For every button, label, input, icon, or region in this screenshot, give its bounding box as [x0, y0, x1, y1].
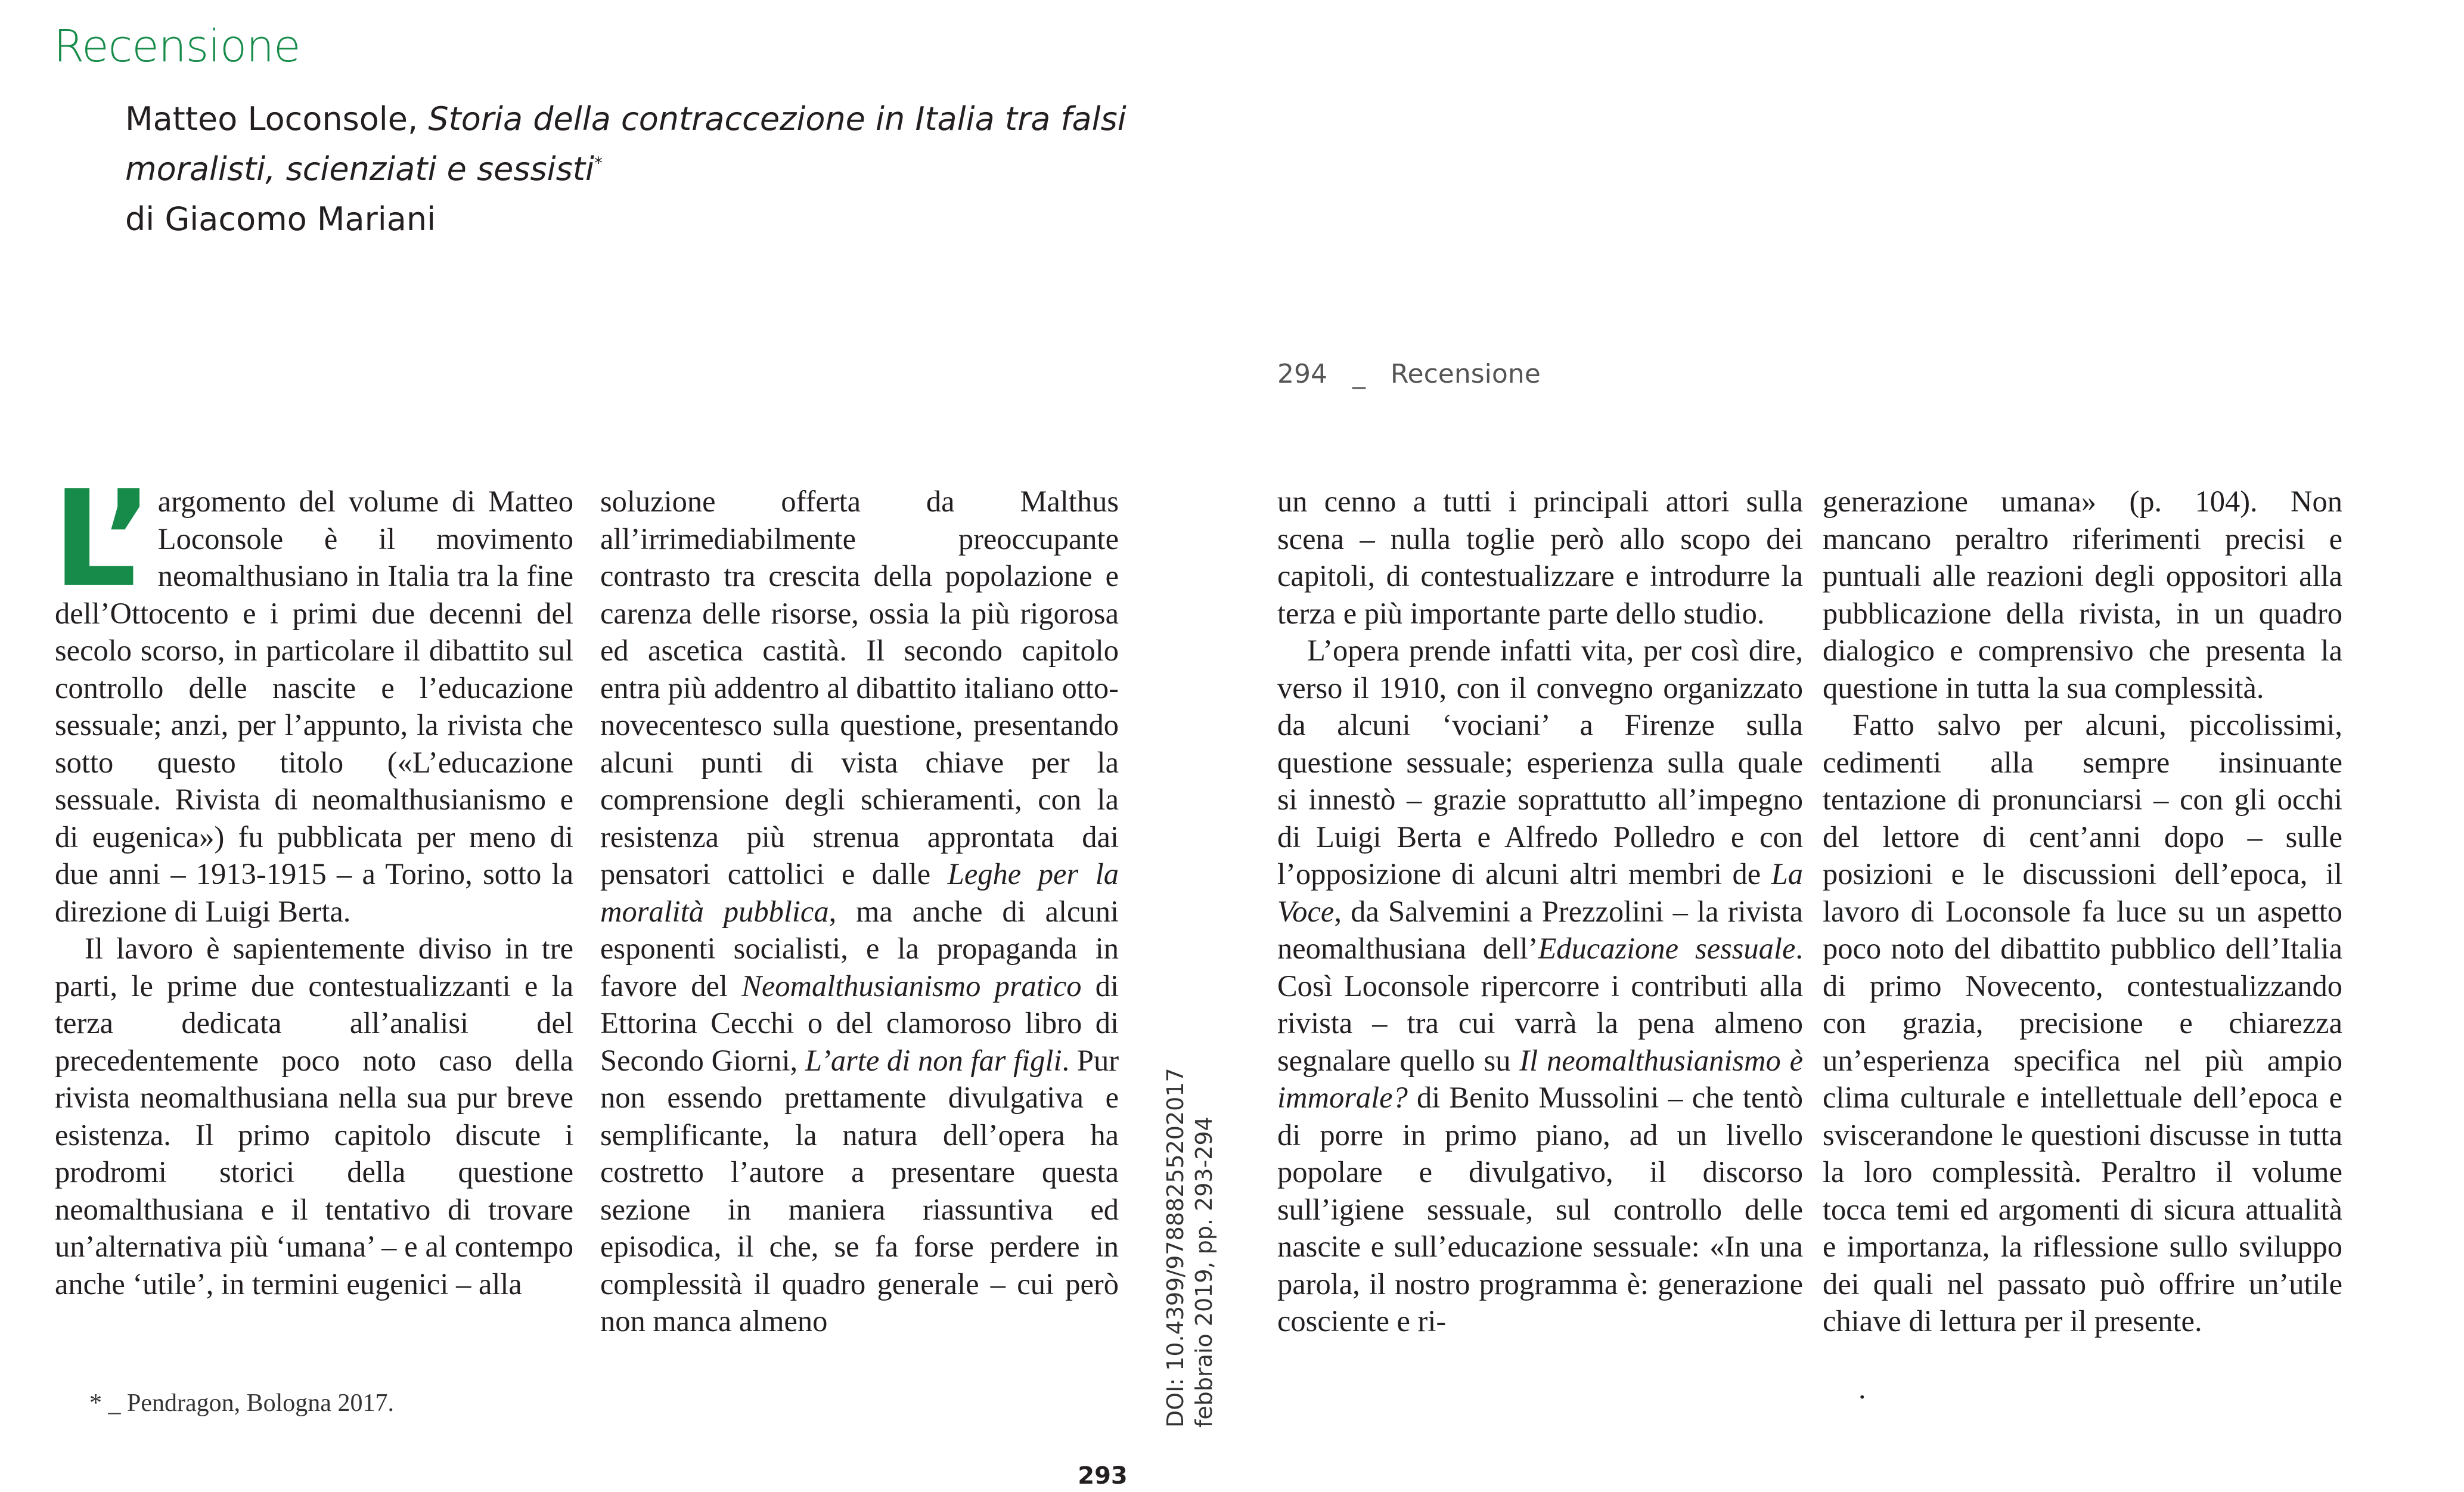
running-head — [1277, 359, 1541, 389]
paragraph-text: L’opera prende infatti vita, per così dire, verso il 1910, con il convegno organizzato da alcuni ‘vociani’ a Firenze sulla questione sessuale; esperienza sulla quale si innestò – grazie soprattutto all’impegno di Luigi Berta e Alfredo Polledro e con l’opposizione di alcuni altri membri de — [1277, 634, 1803, 891]
page-number: 294 — [1277, 359, 1327, 389]
text-column-2 — [600, 483, 1119, 1340]
paragraph-text: di Ettorina Cecchi o del clamoroso libro di Secondo Giorni, — [600, 969, 1119, 1077]
paragraph-text: , da Salvemini a Prezzolini – la rivista neomalthusiana dell’ — [1277, 894, 1803, 965]
text-column-3 — [1277, 483, 1803, 1340]
book-author: Matteo Loconsole, — [125, 100, 418, 138]
text-column-1 — [52, 463, 573, 1302]
paragraph: un cenno a tutti i principali attori sulla scena – nulla toglie però allo scopo dei capitoli, di contestualizzare e introdurre la terza e più importante parte dello studio. — [1277, 485, 1803, 630]
text-column-4 — [1823, 483, 2342, 1340]
reviewer-byline: di Giacomo Mariani — [125, 200, 436, 238]
publication-date-line: febbraio 2019, pp. 293-294 — [1191, 1116, 1217, 1428]
italic-title: Leghe per la moralità pubblica — [600, 857, 1119, 928]
paragraph — [52, 463, 573, 930]
paragraph-text: di Benito Mussolini – che tentò di porre in primo piano, ad un livello popolare e divulgativo, il discorso sull’igiene sessuale, sul controllo delle nascite e sull’educazione sessuale: «In una parola, il nostro programma è: generazione cosciente e ri- — [1277, 1081, 1804, 1338]
footnote: * _ Pendragon, Bologna 2017. — [89, 1389, 394, 1417]
italic-title: La Voce — [1277, 857, 1804, 928]
running-head-section: Recensione — [1390, 359, 1541, 389]
paragraph: Il lavoro è sapientemente diviso in tre parti, le prime due contestualizzanti e la terza dedicata all’analisi del precedentemente poco noto caso della rivista neomalthusiana nella sua pur breve esistenza. Il primo capitolo discute i prodromi storici della questione neomalthusiana e il tentativo di trovare un’alternativa più ‘umana’ – e al contempo anche ‘utile’, in termini eugenici – alla — [55, 932, 573, 1301]
paragraph-text: argomento del volume di Matteo Loconsole è il movimento neomalthusiano in Italia tra la fine dell’Ottocento e i primi due decenni del secolo scorso, in particolare il dibattito sul controllo delle nascite e l’educazione sessuale; anzi, per l’appunto, la rivista che sotto questo titolo («L’educazione sessuale. Rivista di neomalthusianismo e di eugenica») fu pubblicata per meno di due anni – 1913-1915 – a Torino, sotto la direzione di Luigi Berta. — [55, 485, 573, 928]
italic-title: L’arte di non far figli — [805, 1043, 1062, 1077]
italic-title: Il neomalthusianismo è immorale? — [1277, 1043, 1804, 1114]
paragraph-text: . Pur non essendo prettamente divulgativa e semplificante, la natura dell’opera ha costretto l’autore a presentare questa sezione in maniera riassuntiva ed episodica, il che, se fa forse perdere in complessità il quadro generale – cui però non manca almeno — [600, 1043, 1119, 1338]
running-head-separator: _ — [1352, 359, 1366, 389]
section-title: Recensione — [54, 21, 300, 72]
paragraph-text: . Così Loconsole ripercorre i contributi alla rivista – tra cui varrà la pena almeno segnalare quello su — [1277, 932, 1803, 1077]
folio: 293 — [1078, 1462, 1128, 1490]
stray-mark: . — [1858, 1372, 1866, 1405]
paragraph — [600, 483, 1119, 1340]
paragraph-text: , ma anche di alcuni esponenti socialisti, e la propaganda in favore del — [600, 894, 1119, 1003]
paragraph: Fatto salvo per alcuni, piccolissimi, cedimenti alla sempre insinuante tentazione di pronunciarsi – con gli occhi del lettore di cent’anni dopo – sulle posizioni e le discussioni dell’epoca, il lavoro di Loconsole fa luce su un aspetto poco noto del dibattito pubblico dell’Italia di primo Novecento, contestualizzando con grazia, precisione e chiarezza un’esperienza specifica nel più ampio clima culturale e intellettuale dell’epoca e sviscerandone le questioni discusse in tutta la loro complessità. Peraltro il volume tocca temi ed argomenti di sicura attualità e importanza, la riflessione sullo sviluppo dei quali nel passato può offrire un’utile chiave di lettura per il presente. — [1823, 708, 2342, 1338]
review-header — [125, 94, 1138, 244]
book-title: Storia della contraccezione in Italia tra falsi moralisti, scienziati e sessisti — [125, 100, 1127, 188]
doi-line: DOI: 10.4399/97888255202017 — [1162, 1068, 1188, 1428]
footnote-mark: * — [594, 153, 603, 173]
paragraph-text: soluzione offerta da Malthus all’irrimediabilmente preoccupante contrasto tra crescita della popolazione e carenza delle risorse, ossia la più rigorosa ed ascetica castità. Il secondo capitolo entra più addentro al dibattito italiano otto-novecentesco sulla questione, presentando alcuni punti di vista chiave per la comprensione degli schieramenti, con la resistenza più strenua approntata dai pensatori cattolici e dalle — [600, 485, 1119, 891]
italic-title: Educazione sessuale — [1538, 932, 1796, 965]
doi-info — [1161, 1068, 1218, 1428]
drop-cap: L’ — [52, 463, 150, 616]
italic-title: Neomalthusianismo pratico — [741, 969, 1082, 1003]
paragraph: generazione umana» (p. 104). Non mancano peraltro riferimenti precisi e puntuali alle reazioni degli oppositori alla pubblicazione della rivista, in un quadro dialogico e comprensivo che presenta la questione in tutta la sua complessità. — [1823, 485, 2342, 705]
paragraph — [1277, 632, 1803, 1340]
